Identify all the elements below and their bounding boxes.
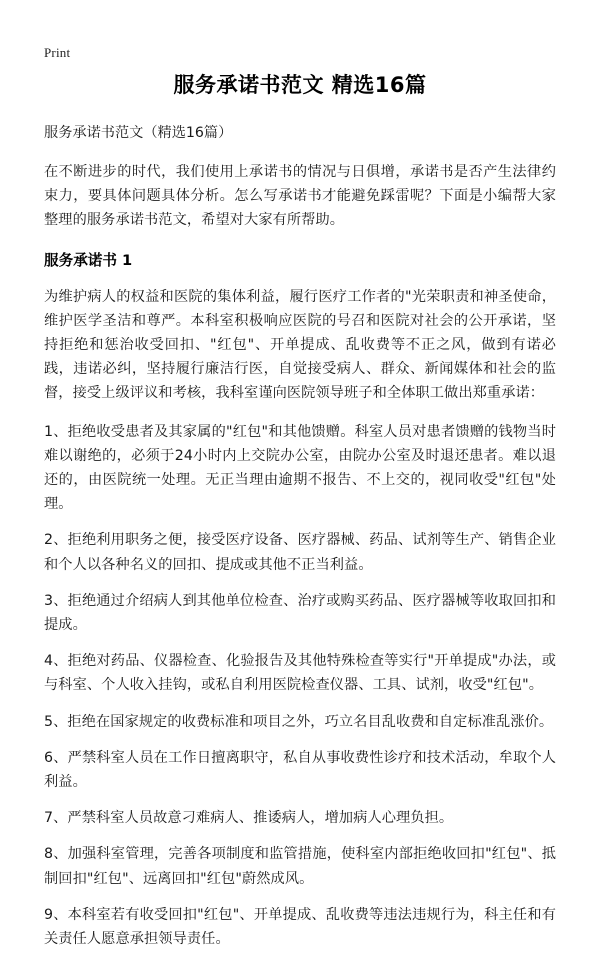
- section-heading: 服务承诺书 1: [44, 251, 133, 269]
- list-item: 2、拒绝利用职务之便，接受医疗设备、医疗器械、药品、试剂等生产、销售企业和个人以各种名义的回扣、提成或其他不正当利益。: [44, 532, 556, 573]
- list-item: 7、严禁科室人员故意刁难病人、推诿病人，增加病人心理负担。: [44, 810, 454, 827]
- commitment-list: [44, 420, 556, 952]
- list-item: 4、拒绝对药品、仪器检查、化验报告及其他特殊检查等实行"开单提成"办法，或与科室、个人收入挂钩，或私自利用医院检查仪器、工具、试剂，收受"红包"。: [44, 653, 556, 694]
- list-item: 6、严禁科室人员在工作日擅离职守，私自从事收费性诊疗和技术活动，牟取个人利益。: [44, 749, 556, 791]
- page-title: 服务承诺书范文 精选16篇: [173, 73, 427, 97]
- list-item: 5、拒绝在国家规定的收费标准和项目之外，巧立名目乱收费和自定标准乱涨价。: [44, 713, 554, 730]
- list-item: 8、加强科室管理，完善各项制度和监管措施，使科室内部拒绝收回扣"红包"、抵制回扣"红包"、远离回扣"红包"蔚然成风。: [44, 846, 556, 887]
- print-button[interactable]: Print: [44, 45, 71, 60]
- lead-paragraph: 为维护病人的权益和医院的集体利益，履行医疗工作者的"光荣职责和神圣使命，维护医学圣洁和尊严。本科室积极响应医院的号召和医院对社会的公开承诺，坚持拒绝和惩治收受回扣、"红包"、开单提成、乱收费等不正之风，做到有诺必践，违诺必纠，坚持履行廉洁行医，自觉接受病人、群众、新闻媒体和社会的监督，接受上级评议和考核，我科室谨向医院领导班子和全体职工做出郑重承诺：: [44, 288, 556, 402]
- list-item: 3、拒绝通过介绍病人到其他单位检查、治疗或购买药品、医疗器械等收取回扣和提成。: [44, 592, 556, 634]
- intro-paragraph: 在不断进步的时代，我们使用上承诺书的情况与日俱增，承诺书是否产生法律约束力，要具体问题具体分析。怎么写承诺书才能避免踩雷呢？下面是小编帮大家整理的服务承诺书范文，希望对大家有所帮助。: [44, 164, 556, 229]
- document-subtitle: 服务承诺书范文（精选16篇）: [44, 125, 233, 141]
- list-item: 9、本科室若有收受回扣"红包"、开单提成、乱收费等违法违规行为，科主任和有关责任人愿意承担领导责任。: [44, 906, 556, 948]
- list-item: 1、拒绝收受患者及其家属的"红包"和其他馈赠。科室人员对患者馈赠的钱物当时难以谢绝的，必须于24小时内上交院办公室，由院办公室及时退还患者。难以退还的，由医院统一处理。无正当理由逾期不报告、不上交的，视同收受"红包"处理。: [44, 423, 556, 513]
- document-body: [44, 70, 556, 963]
